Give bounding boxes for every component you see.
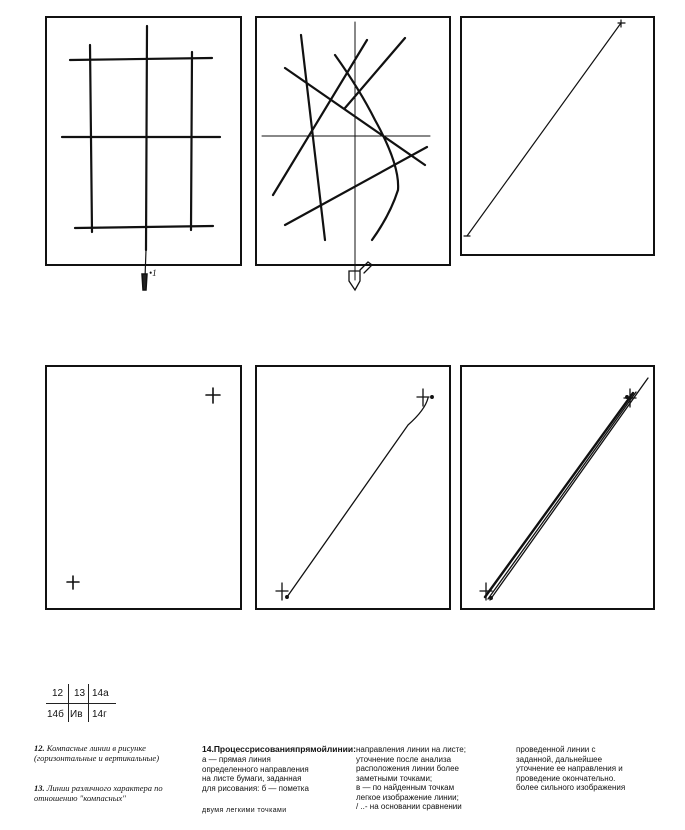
figure-legend-grid [46, 684, 116, 722]
legend-cell-14g: 14г [92, 709, 107, 720]
figure-14a-line [464, 20, 625, 236]
caption-fig13-text: Линии различного характера по отношению "компасных" [34, 783, 163, 803]
caption-fig12-number: 12. [34, 743, 45, 753]
caption-fig12 [34, 744, 194, 763]
caption-fig12-text: Компасные линии в рисунке (горизонтальные и вертикальные) [34, 743, 160, 763]
pencil-icon [142, 274, 147, 290]
eraser-icon [349, 262, 372, 290]
caption-fig13 [34, 784, 194, 803]
caption-fig14-col2: направления линии на листе; уточнение после анализа расположения линии более заметными точками; в — по найденным точкам легкое изображение линии; / ..- на основании сравнении [356, 745, 466, 811]
caption-fig14-col1-tail: двумя легкими точками [202, 807, 287, 814]
caption-fig14-title: 14.Процессрисованияпрямойлинии: [202, 744, 356, 754]
figure-13-various-lines [273, 35, 427, 240]
caption-fig13-number: 13. [34, 783, 45, 793]
figure-14v-line [276, 389, 433, 600]
figure-12-compass-lines [62, 26, 220, 250]
legend-cell-14v: Ив [70, 709, 83, 720]
pencil-mark-label: •1 [149, 268, 157, 278]
legend-cell-14b: 14б [47, 709, 64, 720]
figure-14b-marks [67, 388, 220, 589]
figure-14g-line [480, 378, 648, 600]
caption-fig14-col3: проведенной линии с заданной, дальнейшее уточнение ее направления и проведение окончательно. более сильного изображения [516, 745, 626, 792]
legend-divider [46, 703, 116, 704]
legend-cell-12: 12 [52, 688, 64, 699]
legend-cell-14a: 14а [92, 688, 109, 699]
legend-cell-13: 13 [74, 688, 86, 699]
caption-fig14-col1: а — прямая линия определенного направления на листе бумаги, заданная для рисования: б — пометка [202, 755, 309, 793]
